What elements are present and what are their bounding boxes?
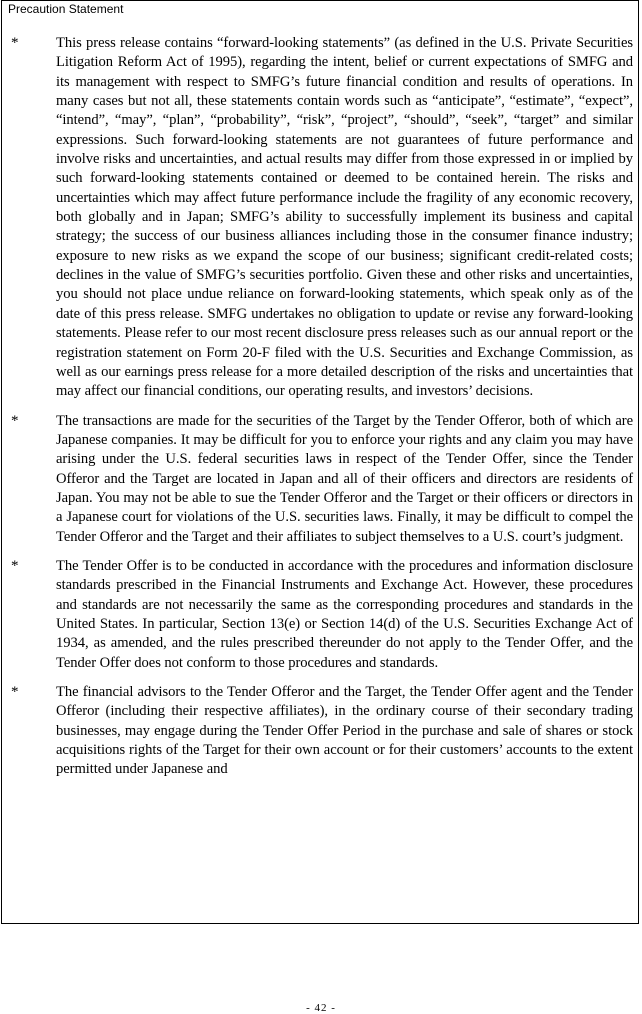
precaution-list: [2, 34, 638, 790]
precaution-item-text: This press release contains “forward-looking statements” (as defined in the U.S. Private Securities Litigation Reform Act of 1995), regarding the intent, belief or current expectations of SMFG and its management with respect to SMFG’s future financial condition and results of operations. In many cases but not all, these statements contain words such as “anticipate”, “estimate”, “expect”, “intend”, “may”, “plan”, “probability”, “risk”, “project”, “should”, “seek”, “target” and similar expressions. Such forward-looking statements are not guarantees of future performance and involve risks and uncertainties, and actual results may differ from those expressed in or implied by such forward-looking statements contained or deemed to be contained herein. The risks and uncertainties which may affect future performance include the fragility of any economic recovery, both globally and in Japan; SMFG’s ability to successfully implement its business and capital strategy; the success of our business alliances including those in the consumer finance industry; exposure to new risks as we expand the scope of our business; significant credit-related costs; declines in the value of SMFG’s securities portfolio. Given these and other risks and uncertainties, you should not place undue reliance on forward-looking statements, which speak only as of the date of this press release. SMFG undertakes no obligation to update or revise any forward-looking statements. Please refer to our most recent disclosure press releases such as our annual report or the registration statement on Form 20-F filed with the U.S. Securities and Exchange Commission, as well as our earnings press release for a more detailed description of the risks and uncertainties that may affect our financial conditions, our operating results, and investors’ decisions.: [56, 35, 633, 400]
bullet-asterisk: *: [11, 684, 19, 700]
precaution-item-2: [2, 412, 638, 547]
precaution-item-text: The Tender Offer is to be conducted in accordance with the procedures and information disclosure standards prescribed in the Financial Instruments and Exchange Act. However, these procedures and standards are not necessarily the same as the corresponding procedures and standards in the United States. In particular, Section 13(e) or Section 14(d) of the U.S. Securities Exchange Act of 1934, as amended, and the rules prescribed thereunder do not apply to the Tender Offer, and the Tender Offer does not conform to those procedures and standards.: [56, 557, 633, 671]
precaution-item-3: [2, 557, 638, 673]
bullet-asterisk: *: [11, 412, 19, 429]
precaution-statement-box: [1, 0, 639, 924]
precaution-item-1: [2, 34, 638, 402]
precaution-item-text: The transactions are made for the securities of the Target by the Tender Offeror, both of which are Japanese companies. It may be difficult for you to enforce your rights and any claim you may have arising under the U.S. federal securities laws in respect of the Tender Offer, since the Tender Offeror and the Target are located in Japan and all of their officers and directors are residents of Japan. You may not be able to sue the Tender Offeror and the Target or their officers or directors in a Japanese court for violations of the U.S. securities laws. Finally, it may be difficult to compel the Tender Offeror and the Target and their affiliates to subject themselves to a U.S. court’s judgment.: [56, 412, 633, 545]
section-title: Precaution Statement: [8, 2, 124, 16]
page-number: - 42 -: [306, 1002, 336, 1014]
bullet-asterisk: *: [11, 35, 19, 51]
bullet-asterisk: *: [11, 557, 19, 574]
precaution-item-4: [2, 683, 638, 780]
precaution-item-text: The financial advisors to the Tender Offeror and the Target, the Tender Offer agent and the Tender Offeror (including their respective affiliates), in the ordinary course of their secondary trading businesses, may engage during the Tender Offer Period in the purchase and sale of shares or stock acquisitions rights of the Target for their own account or for their customers’ accounts to the extent permitted under Japanese and: [56, 684, 633, 778]
